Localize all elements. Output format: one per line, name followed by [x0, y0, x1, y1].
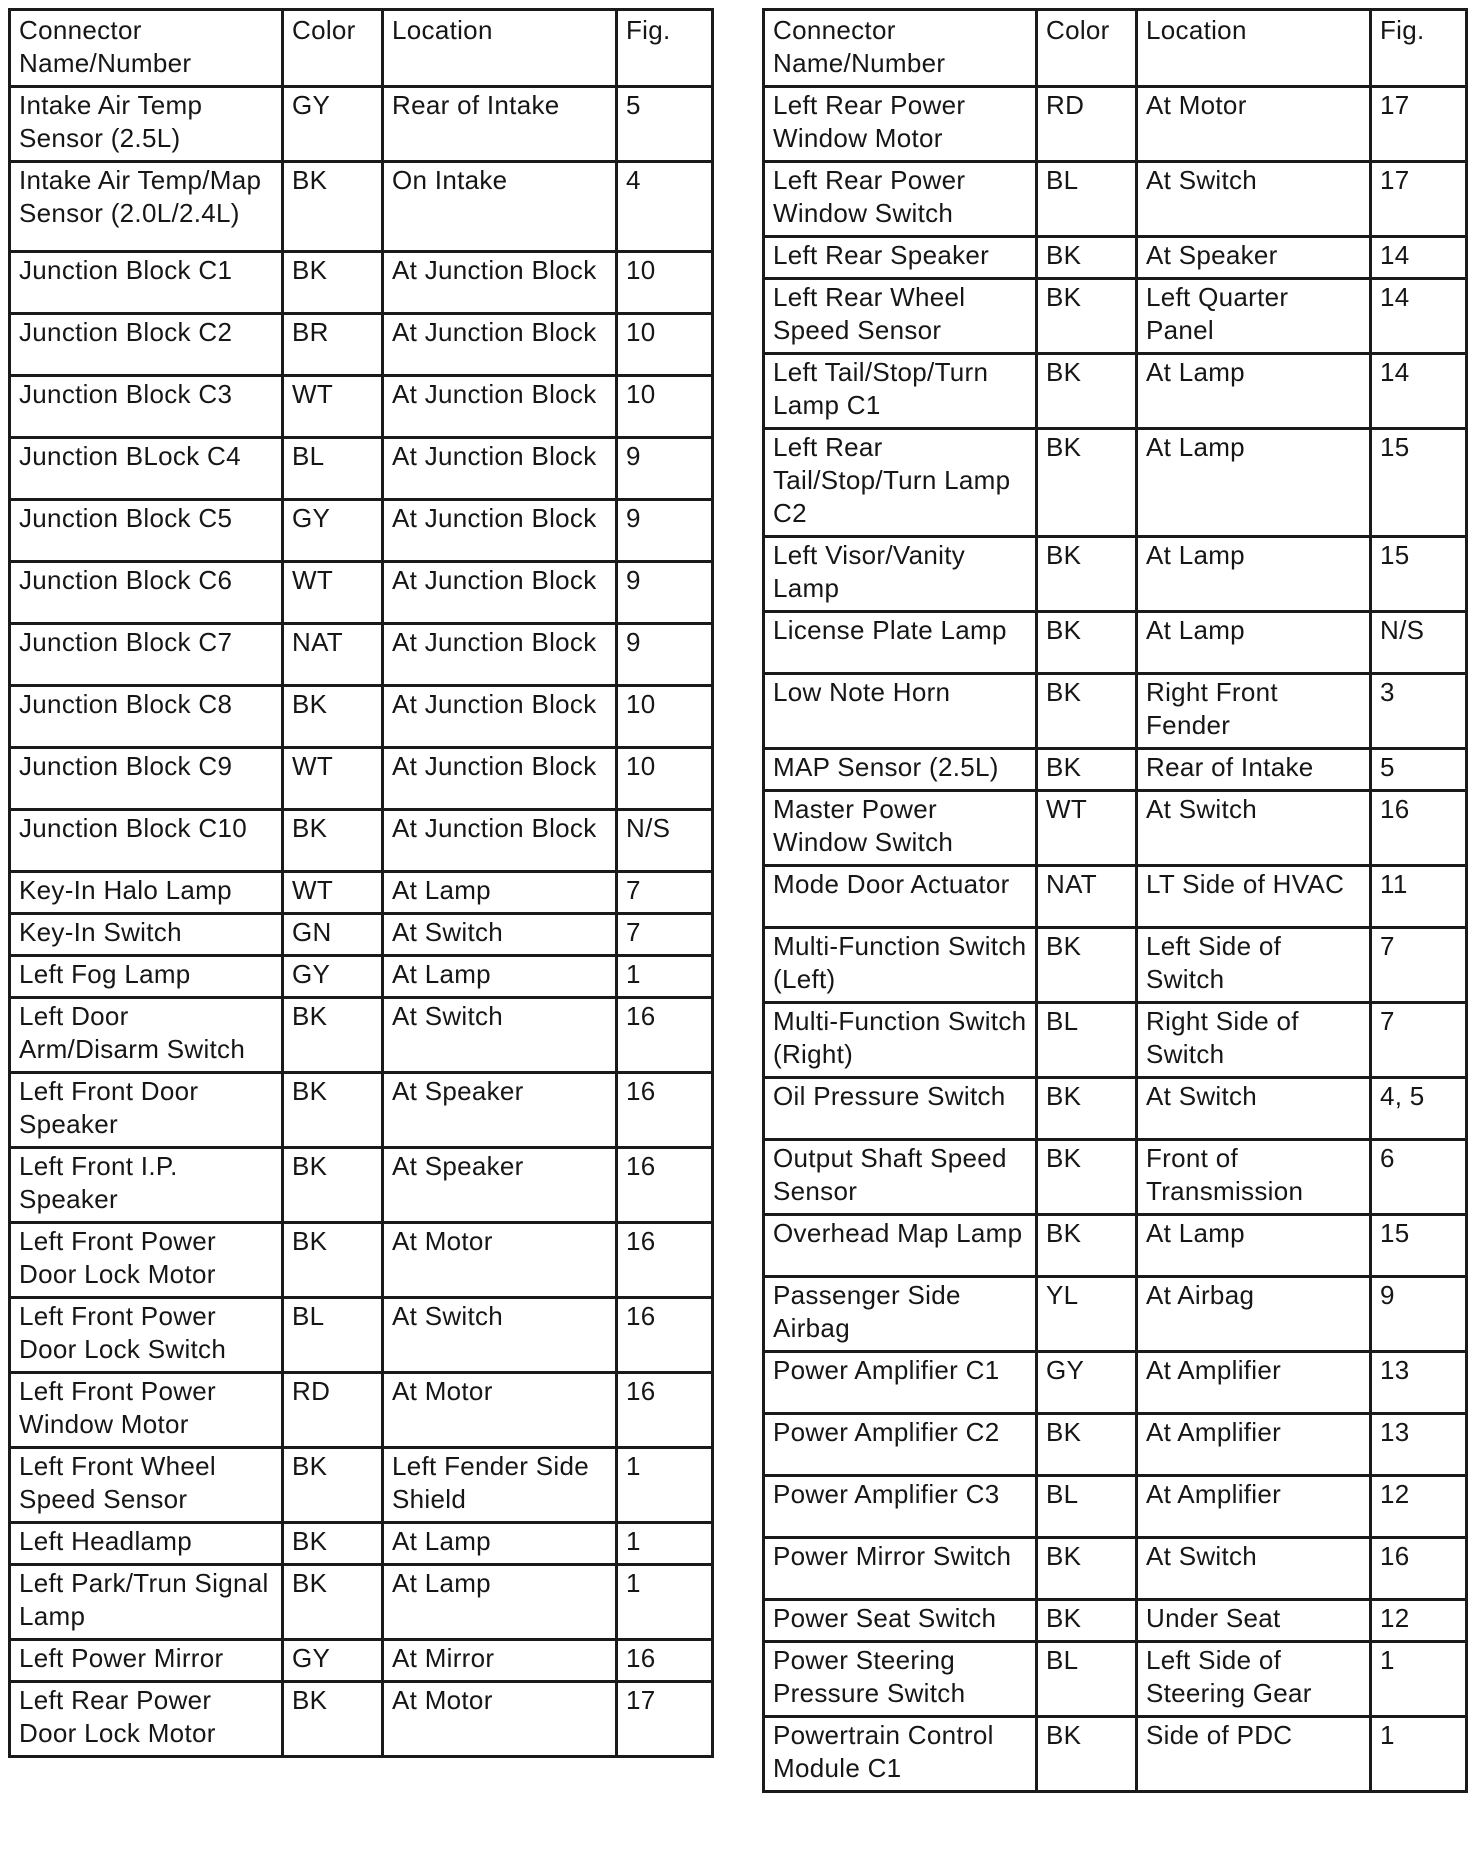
- location-cell: At Junction Block: [383, 686, 617, 748]
- figure-number-cell: 9: [1371, 1277, 1467, 1352]
- color-code-cell: BK: [283, 810, 383, 872]
- figure-number-cell: 13: [1371, 1414, 1467, 1476]
- color-code-cell: RD: [1037, 87, 1137, 162]
- connector-name-cell: Passenger Side Airbag: [764, 1277, 1037, 1352]
- color-header: Color: [1037, 10, 1137, 87]
- connector-name-cell: Oil Pressure Switch: [764, 1078, 1037, 1140]
- location-cell: At Junction Block: [383, 376, 617, 438]
- color-code-cell: GY: [283, 956, 383, 998]
- table-row: [10, 252, 713, 314]
- color-code-cell: BL: [1037, 1642, 1137, 1717]
- connector-name-cell: Left Rear Power Window Motor: [764, 87, 1037, 162]
- color-code-cell: BL: [1037, 1003, 1137, 1078]
- table-row: [10, 1448, 713, 1523]
- connector-name-cell: Left Rear Power Window Switch: [764, 162, 1037, 237]
- color-code-cell: GY: [1037, 1352, 1137, 1414]
- figure-number-cell: 9: [617, 438, 713, 500]
- table-row: [10, 314, 713, 376]
- figure-number-cell: 4: [617, 162, 713, 252]
- connector-name-cell: Junction Block C3: [10, 376, 283, 438]
- table-row: [10, 1640, 713, 1682]
- table-row: [10, 810, 713, 872]
- location-cell: At Switch: [1137, 1538, 1371, 1600]
- connector-name-cell: Low Note Horn: [764, 674, 1037, 749]
- location-cell: At Lamp: [1137, 612, 1371, 674]
- table-row: [10, 956, 713, 998]
- connector-name-cell: Junction BLock C4: [10, 438, 283, 500]
- location-cell: Left Quarter Panel: [1137, 279, 1371, 354]
- color-code-cell: BK: [1037, 612, 1137, 674]
- color-code-cell: BK: [1037, 674, 1137, 749]
- connector-name-cell: Junction Block C10: [10, 810, 283, 872]
- figure-number-cell: 10: [617, 252, 713, 314]
- figure-number-cell: 7: [617, 914, 713, 956]
- table-row: [764, 1140, 1467, 1215]
- table-row: [10, 1682, 713, 1757]
- color-code-cell: BK: [283, 1073, 383, 1148]
- location-cell: Right Side of Switch: [1137, 1003, 1371, 1078]
- fig-header: Fig.: [1371, 10, 1467, 87]
- location-cell: At Motor: [383, 1223, 617, 1298]
- connector-name-cell: Left Front Power Door Lock Switch: [10, 1298, 283, 1373]
- color-code-cell: NAT: [1037, 866, 1137, 928]
- location-cell: At Lamp: [1137, 1215, 1371, 1277]
- location-cell: Right Front Fender: [1137, 674, 1371, 749]
- connector-name-cell: Master Power Window Switch: [764, 791, 1037, 866]
- figure-number-cell: 14: [1371, 279, 1467, 354]
- color-code-cell: BK: [283, 1565, 383, 1640]
- connector-name-cell: Multi-Function Switch (Left): [764, 928, 1037, 1003]
- color-code-cell: BK: [1037, 279, 1137, 354]
- location-cell: At Speaker: [1137, 237, 1371, 279]
- connector-name-cell: Left Front Power Window Motor: [10, 1373, 283, 1448]
- connector-name-cell: Junction Block C8: [10, 686, 283, 748]
- location-cell: At Junction Block: [383, 562, 617, 624]
- color-code-cell: BK: [1037, 928, 1137, 1003]
- color-code-cell: BK: [283, 1223, 383, 1298]
- table-header-row: [10, 10, 713, 87]
- location-cell: Left Fender Side Shield: [383, 1448, 617, 1523]
- color-code-cell: GY: [283, 1640, 383, 1682]
- table-row: [10, 686, 713, 748]
- connector-name-cell: Left Rear Power Door Lock Motor: [10, 1682, 283, 1757]
- color-code-cell: BL: [283, 1298, 383, 1373]
- table-row: [10, 1523, 713, 1565]
- table-row: [764, 612, 1467, 674]
- location-cell: At Junction Block: [383, 500, 617, 562]
- figure-number-cell: 10: [617, 686, 713, 748]
- figure-number-cell: 1: [617, 1448, 713, 1523]
- connector-name-cell: Junction Block C7: [10, 624, 283, 686]
- connector-name-cell: Power Amplifier C2: [764, 1414, 1037, 1476]
- location-cell: At Lamp: [1137, 537, 1371, 612]
- color-code-cell: BK: [1037, 1600, 1137, 1642]
- color-code-cell: BK: [1037, 1140, 1137, 1215]
- table-row: [764, 429, 1467, 537]
- connector-name-cell: Left Rear Wheel Speed Sensor: [764, 279, 1037, 354]
- color-code-cell: BK: [1037, 1215, 1137, 1277]
- connector-name-cell: Output Shaft Speed Sensor: [764, 1140, 1037, 1215]
- connector-name-cell: Left Park/Trun Signal Lamp: [10, 1565, 283, 1640]
- table-row: [764, 1717, 1467, 1792]
- connector-name-cell: Mode Door Actuator: [764, 866, 1037, 928]
- table-row: [764, 791, 1467, 866]
- connector-name-cell: Left Front I.P. Speaker: [10, 1148, 283, 1223]
- figure-number-cell: 9: [617, 624, 713, 686]
- figure-number-cell: 1: [1371, 1717, 1467, 1792]
- color-code-cell: WT: [283, 748, 383, 810]
- connector-name-cell: Junction Block C5: [10, 500, 283, 562]
- table-row: [764, 866, 1467, 928]
- location-cell: At Amplifier: [1137, 1414, 1371, 1476]
- connector-name-cell: License Plate Lamp: [764, 612, 1037, 674]
- location-cell: At Junction Block: [383, 438, 617, 500]
- figure-number-cell: 4, 5: [1371, 1078, 1467, 1140]
- location-cell: Rear of Intake: [383, 87, 617, 162]
- figure-number-cell: 9: [617, 562, 713, 624]
- table-row: [764, 87, 1467, 162]
- table-row: [10, 1565, 713, 1640]
- figure-number-cell: 13: [1371, 1352, 1467, 1414]
- figure-number-cell: 16: [617, 1223, 713, 1298]
- connector-name-cell: Key-In Halo Lamp: [10, 872, 283, 914]
- color-code-cell: BL: [1037, 162, 1137, 237]
- figure-number-cell: 10: [617, 314, 713, 376]
- table-row: [10, 438, 713, 500]
- table-row: [764, 537, 1467, 612]
- color-code-cell: RD: [283, 1373, 383, 1448]
- figure-number-cell: 16: [617, 998, 713, 1073]
- table-row: [764, 1414, 1467, 1476]
- table-row: [10, 87, 713, 162]
- location-cell: At Lamp: [383, 956, 617, 998]
- connector-name-cell: Power Amplifier C1: [764, 1352, 1037, 1414]
- color-code-cell: BK: [283, 1148, 383, 1223]
- table-row: [764, 354, 1467, 429]
- table-row: [10, 1148, 713, 1223]
- location-cell: Left Side of Switch: [1137, 928, 1371, 1003]
- table-row: [764, 1215, 1467, 1277]
- table-row: [10, 562, 713, 624]
- location-cell: At Speaker: [383, 1148, 617, 1223]
- figure-number-cell: 16: [617, 1298, 713, 1373]
- location-cell: At Motor: [1137, 87, 1371, 162]
- location-cell: At Switch: [1137, 791, 1371, 866]
- figure-number-cell: 6: [1371, 1140, 1467, 1215]
- figure-number-cell: 7: [1371, 928, 1467, 1003]
- figure-number-cell: N/S: [1371, 612, 1467, 674]
- location-cell: At Junction Block: [383, 252, 617, 314]
- connector-name-cell: Power Mirror Switch: [764, 1538, 1037, 1600]
- location-cell: Left Side of Steering Gear: [1137, 1642, 1371, 1717]
- location-cell: At Switch: [1137, 162, 1371, 237]
- color-code-cell: BK: [1037, 429, 1137, 537]
- connector-name-cell: Left Front Wheel Speed Sensor: [10, 1448, 283, 1523]
- figure-number-cell: 1: [617, 1565, 713, 1640]
- table-row: [10, 998, 713, 1073]
- location-cell: At Airbag: [1137, 1277, 1371, 1352]
- figure-number-cell: 16: [617, 1073, 713, 1148]
- table-row: [764, 1352, 1467, 1414]
- connector-name-cell: Junction Block C9: [10, 748, 283, 810]
- location-header: Location: [383, 10, 617, 87]
- table-row: [764, 162, 1467, 237]
- table-row: [10, 624, 713, 686]
- location-cell: At Lamp: [383, 1523, 617, 1565]
- location-cell: At Mirror: [383, 1640, 617, 1682]
- figure-number-cell: 5: [617, 87, 713, 162]
- figure-number-cell: 16: [617, 1148, 713, 1223]
- table-row: [764, 279, 1467, 354]
- location-cell: At Switch: [1137, 1078, 1371, 1140]
- figure-number-cell: 17: [1371, 87, 1467, 162]
- location-cell: At Lamp: [1137, 354, 1371, 429]
- location-cell: At Motor: [383, 1682, 617, 1757]
- table-row: [764, 237, 1467, 279]
- connector-name-cell: Intake Air Temp/Map Sensor (2.0L/2.4L): [10, 162, 283, 252]
- color-code-cell: BK: [1037, 537, 1137, 612]
- table-row: [764, 674, 1467, 749]
- location-cell: At Motor: [383, 1373, 617, 1448]
- table-row: [10, 1073, 713, 1148]
- color-code-cell: BK: [1037, 354, 1137, 429]
- color-code-cell: BK: [283, 998, 383, 1073]
- connector-name-cell: Junction Block C6: [10, 562, 283, 624]
- connector-name-cell: Left Visor/Vanity Lamp: [764, 537, 1037, 612]
- table-row: [764, 1642, 1467, 1717]
- table-row: [10, 500, 713, 562]
- color-code-cell: BK: [1037, 1538, 1137, 1600]
- table-row: [10, 748, 713, 810]
- location-cell: Rear of Intake: [1137, 749, 1371, 791]
- location-cell: At Junction Block: [383, 810, 617, 872]
- color-code-cell: WT: [1037, 791, 1137, 866]
- table-row: [764, 1538, 1467, 1600]
- figure-number-cell: 17: [1371, 162, 1467, 237]
- figure-number-cell: 7: [617, 872, 713, 914]
- connector-name-cell: Left Front Power Door Lock Motor: [10, 1223, 283, 1298]
- table-row: [10, 1298, 713, 1373]
- connector-name-header: Connector Name/Number: [764, 10, 1037, 87]
- connector-name-cell: Powertrain Control Module C1: [764, 1717, 1037, 1792]
- location-cell: At Junction Block: [383, 314, 617, 376]
- figure-number-cell: 7: [1371, 1003, 1467, 1078]
- figure-number-cell: 16: [1371, 791, 1467, 866]
- location-cell: At Lamp: [383, 872, 617, 914]
- connector-name-cell: MAP Sensor (2.5L): [764, 749, 1037, 791]
- fig-header: Fig.: [617, 10, 713, 87]
- color-code-cell: BK: [1037, 749, 1137, 791]
- connector-name-header: Connector Name/Number: [10, 10, 283, 87]
- figure-number-cell: 15: [1371, 1215, 1467, 1277]
- figure-number-cell: 12: [1371, 1476, 1467, 1538]
- color-code-cell: BK: [283, 1682, 383, 1757]
- color-code-cell: BK: [1037, 1414, 1137, 1476]
- table-row: [764, 1277, 1467, 1352]
- location-cell: At Lamp: [383, 1565, 617, 1640]
- table-row: [10, 376, 713, 438]
- figure-number-cell: 10: [617, 376, 713, 438]
- table-row: [764, 1003, 1467, 1078]
- location-header: Location: [1137, 10, 1371, 87]
- connector-table-right: [762, 8, 1468, 1793]
- connector-name-cell: Left Rear Tail/Stop/Turn Lamp C2: [764, 429, 1037, 537]
- figure-number-cell: 14: [1371, 237, 1467, 279]
- connector-name-cell: Left Rear Speaker: [764, 237, 1037, 279]
- connector-name-cell: Power Steering Pressure Switch: [764, 1642, 1037, 1717]
- figure-number-cell: 3: [1371, 674, 1467, 749]
- connector-name-cell: Left Door Arm/Disarm Switch: [10, 998, 283, 1073]
- color-code-cell: BL: [283, 438, 383, 500]
- connector-name-cell: Left Headlamp: [10, 1523, 283, 1565]
- location-cell: At Junction Block: [383, 748, 617, 810]
- figure-number-cell: N/S: [617, 810, 713, 872]
- connector-name-cell: Left Tail/Stop/Turn Lamp C1: [764, 354, 1037, 429]
- figure-number-cell: 5: [1371, 749, 1467, 791]
- color-code-cell: BR: [283, 314, 383, 376]
- table-row: [10, 1373, 713, 1448]
- figure-number-cell: 15: [1371, 429, 1467, 537]
- color-code-cell: BK: [283, 252, 383, 314]
- location-cell: At Switch: [383, 998, 617, 1073]
- color-code-cell: WT: [283, 872, 383, 914]
- location-cell: LT Side of HVAC: [1137, 866, 1371, 928]
- color-code-cell: BK: [1037, 1078, 1137, 1140]
- color-code-cell: BK: [1037, 237, 1137, 279]
- table-row: [764, 1078, 1467, 1140]
- table-row: [10, 872, 713, 914]
- connector-name-cell: Key-In Switch: [10, 914, 283, 956]
- connector-name-cell: Overhead Map Lamp: [764, 1215, 1037, 1277]
- table-row: [10, 1223, 713, 1298]
- table-row: [10, 914, 713, 956]
- figure-number-cell: 16: [617, 1373, 713, 1448]
- figure-number-cell: 11: [1371, 866, 1467, 928]
- location-cell: On Intake: [383, 162, 617, 252]
- table-header-row: [764, 10, 1467, 87]
- location-cell: At Lamp: [1137, 429, 1371, 537]
- figure-number-cell: 1: [1371, 1642, 1467, 1717]
- connector-name-cell: Left Front Door Speaker: [10, 1073, 283, 1148]
- figure-number-cell: 9: [617, 500, 713, 562]
- table-row: [764, 928, 1467, 1003]
- color-code-cell: NAT: [283, 624, 383, 686]
- connector-name-cell: Left Power Mirror: [10, 1640, 283, 1682]
- location-cell: At Amplifier: [1137, 1476, 1371, 1538]
- color-code-cell: YL: [1037, 1277, 1137, 1352]
- figure-number-cell: 1: [617, 956, 713, 998]
- figure-number-cell: 12: [1371, 1600, 1467, 1642]
- location-cell: At Junction Block: [383, 624, 617, 686]
- location-cell: At Switch: [383, 1298, 617, 1373]
- connector-table-left: [8, 8, 714, 1758]
- location-cell: At Amplifier: [1137, 1352, 1371, 1414]
- connector-name-cell: Junction Block C1: [10, 252, 283, 314]
- table-row: [10, 162, 713, 252]
- location-cell: Under Seat: [1137, 1600, 1371, 1642]
- color-code-cell: BK: [283, 686, 383, 748]
- color-code-cell: BK: [283, 1448, 383, 1523]
- connector-name-cell: Multi-Function Switch (Right): [764, 1003, 1037, 1078]
- color-code-cell: BK: [283, 162, 383, 252]
- color-code-cell: BK: [1037, 1717, 1137, 1792]
- color-code-cell: BL: [1037, 1476, 1137, 1538]
- connector-name-cell: Junction Block C2: [10, 314, 283, 376]
- connector-name-cell: Power Amplifier C3: [764, 1476, 1037, 1538]
- color-code-cell: BK: [283, 1523, 383, 1565]
- location-cell: At Speaker: [383, 1073, 617, 1148]
- figure-number-cell: 16: [1371, 1538, 1467, 1600]
- color-code-cell: GY: [283, 500, 383, 562]
- table-row: [764, 749, 1467, 791]
- location-cell: Front of Transmission: [1137, 1140, 1371, 1215]
- color-code-cell: WT: [283, 376, 383, 438]
- color-header: Color: [283, 10, 383, 87]
- color-code-cell: WT: [283, 562, 383, 624]
- connector-name-cell: Left Fog Lamp: [10, 956, 283, 998]
- figure-number-cell: 17: [617, 1682, 713, 1757]
- figure-number-cell: 15: [1371, 537, 1467, 612]
- color-code-cell: GN: [283, 914, 383, 956]
- figure-number-cell: 10: [617, 748, 713, 810]
- connector-name-cell: Power Seat Switch: [764, 1600, 1037, 1642]
- figure-number-cell: 1: [617, 1523, 713, 1565]
- connector-name-cell: Intake Air Temp Sensor (2.5L): [10, 87, 283, 162]
- figure-number-cell: 14: [1371, 354, 1467, 429]
- table-row: [764, 1476, 1467, 1538]
- figure-number-cell: 16: [617, 1640, 713, 1682]
- table-row: [764, 1600, 1467, 1642]
- color-code-cell: GY: [283, 87, 383, 162]
- location-cell: Side of PDC: [1137, 1717, 1371, 1792]
- location-cell: At Switch: [383, 914, 617, 956]
